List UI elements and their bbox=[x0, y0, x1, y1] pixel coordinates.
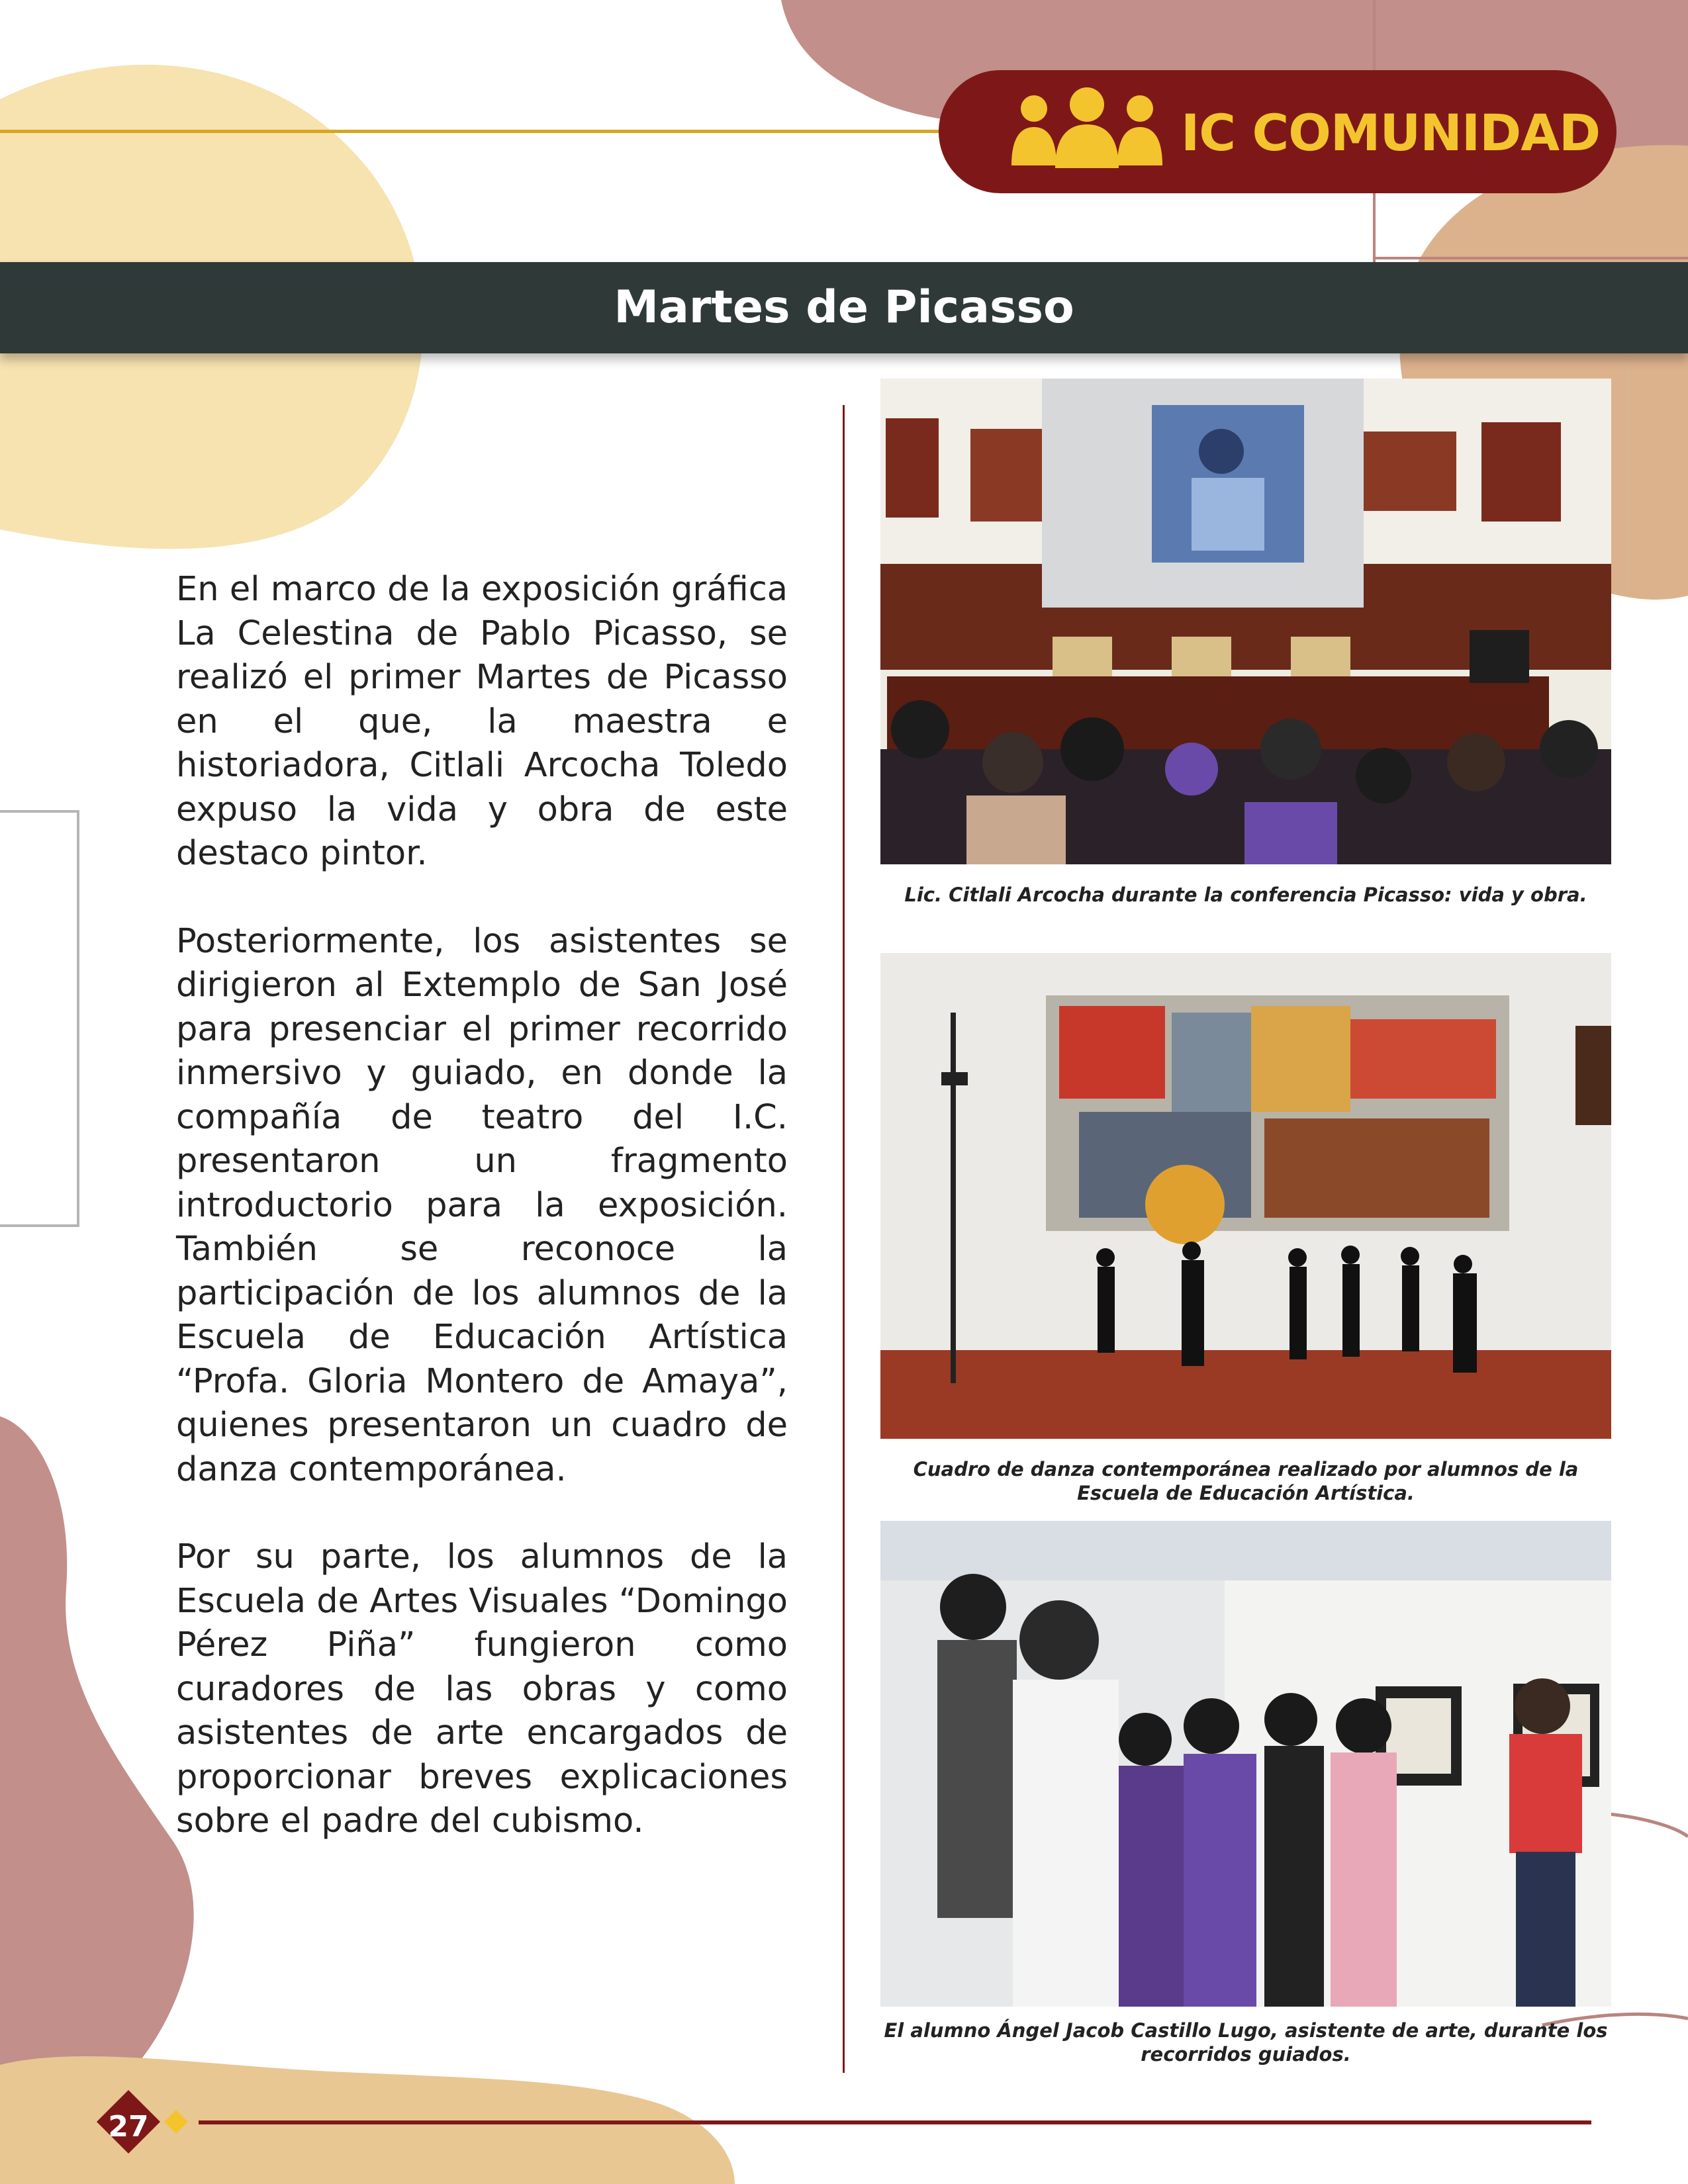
article-body bbox=[176, 568, 788, 1888]
paragraph-2: Posteriormente, los asistentes se dirigieron al Extemplo de San José para presenciar el primer recorrido inmersivo y guiado, en donde la compañía de teatro del I.C. presentaron un fragmento introductorio para la exposición. También se reconoce la participación de los alumnos de la Escuela de Educación Artística “Profa. Gloria Montero de Amaya”, quienes presentaron un cuadro de danza contemporánea. bbox=[176, 921, 788, 1489]
paragraph-3: Por su parte, los alumnos de la Escuela de Artes Visuales “Domingo Pérez Piña” fungieron como curadores de las obras y como asistentes de arte encargados de proporcionar breves explicaciones sobre el padre del cubismo. bbox=[176, 1537, 788, 1841]
photo-conference bbox=[880, 379, 1611, 864]
article-title: Martes de Picasso bbox=[614, 281, 1074, 334]
paragraph-1: En el marco de la exposición gráfica La Celestina de Pablo Picasso, se realizó el primer Martes de Picasso en el que, la maestra e historiadora, Citlali Arcocha Toledo expuso la vida y obra de este destaco pintor. bbox=[176, 570, 788, 873]
photo-caption-2: Cuadro de danza contemporánea realizado por alumnos de la Escuela de Educación Artística. bbox=[913, 1458, 1579, 1504]
photo-caption-1: Lic. Citlali Arcocha durante la conferencia Picasso: vida y obra. bbox=[904, 884, 1587, 906]
photo-dance bbox=[880, 953, 1611, 1439]
photo-tour bbox=[880, 1521, 1611, 2007]
column-divider bbox=[843, 405, 845, 2073]
people-group-icon bbox=[1009, 86, 1165, 171]
page-number: 27 bbox=[108, 2110, 149, 2144]
section-label: IC COMUNIDAD bbox=[1181, 103, 1601, 162]
photo-caption-3: El alumno Ángel Jacob Castillo Lugo, asistente de arte, durante los recorridos guiados. bbox=[884, 2019, 1608, 2066]
